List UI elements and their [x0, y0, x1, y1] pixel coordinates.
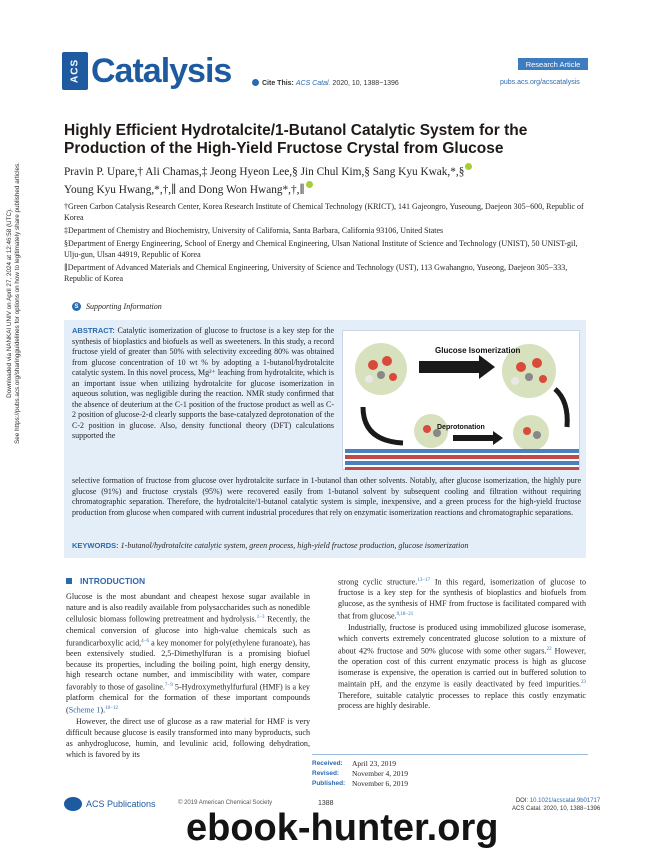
body-column-right	[338, 576, 586, 713]
cite-icon	[252, 79, 259, 86]
ref-link[interactable]: 13−17	[417, 578, 431, 583]
section-bullet-icon	[66, 578, 72, 584]
ref-link[interactable]: 4−6	[141, 638, 149, 644]
date-received: Received: April 23, 2019	[312, 759, 396, 768]
abstract-label: ABSTRACT:	[72, 326, 115, 335]
ref-link[interactable]: 23	[581, 680, 586, 686]
toc-graphic	[342, 330, 580, 470]
download-note-line2: See https://pubs.acs.org/sharingguidelines for options on how to legitimately share published articles.	[14, 162, 21, 444]
date-revised: Revised: November 4, 2019	[312, 769, 409, 778]
doi-info: DOI: 10.1021/acscatal.9b01717 ACS Catal. 2020, 10, 1388−1396	[512, 798, 601, 812]
body-column-left	[66, 592, 310, 761]
intro-paragraph-2: However, the direct use of glucose as a raw material for HMF is very difficult because glucose is easily transformed into many byproducts, such as anhydroglucose, humin, and levulinic acid, following dehydration, which is favored by its	[66, 717, 310, 759]
authors-line1[interactable]: Pravin P. Upare,† Ali Chamas,‡ Jeong Hyeon Lee,§ Jin Chul Kim,§ Sang Kyu Kwak,*,§	[64, 163, 584, 181]
acs-logo-mark: ACS	[62, 52, 88, 90]
ref-link[interactable]: 7−9	[164, 683, 173, 688]
acs-publications-logo[interactable]: ACS Publications	[64, 797, 156, 811]
orcid-icon[interactable]	[465, 163, 472, 170]
article-title: Highly Efficient Hydrotalcite/1-Butanol Catalytic System for the Production of the High-Yield Fructose Crystal from Glucose	[64, 122, 528, 157]
author-list	[64, 163, 584, 198]
site-watermark: ebook-hunter.org	[186, 807, 499, 849]
download-note	[6, 113, 22, 493]
toc-label-deprotonation: Deprotonation	[437, 424, 485, 431]
ref-link[interactable]: 10−12	[105, 706, 118, 712]
doi-link[interactable]: 10.1021/acscatal.9b01717	[529, 798, 601, 804]
scheme-link[interactable]: Scheme 1	[68, 705, 101, 715]
ref-link[interactable]: 22	[546, 646, 552, 652]
abstract-text-bottom: selective formation of fructose from glucose over hydrotalcite surface in 1-butanol than other solvents. Notably, after glucose isomerization, the highly pure glucose (91%) and fructose crystals (95%) were recovered easily from 1-butanol solvent by subsequent cooling and filtration without requiring chromatographic separation. Therefore, the hydrotalcite/1-butanol catalytic system is simple, inexpensive, and a green process for the high-yield fructose production from glucose when compared with current industrial procedures that rely on enzymatic isomerization reactions and chromatographic separations.	[72, 476, 581, 517]
date-published: Published: November 6, 2019	[312, 779, 409, 788]
ref-link[interactable]: 9,18−21	[396, 611, 414, 617]
acs-publications-icon	[64, 797, 82, 811]
supporting-info-link[interactable]: S Supporting Information	[72, 302, 162, 311]
journal-logo[interactable]	[62, 51, 231, 91]
journal-name: Catalysis	[91, 51, 232, 90]
affiliation-1: †Green Carbon Catalysis Research Center, Korea Research Institute of Chemical Technology (KRICT), 141 Gajeongro, Yuseoung, Daejeon 305−600, Republic of Korea	[64, 202, 584, 222]
page-number: 1388	[318, 800, 334, 807]
journal-url-link[interactable]: pubs.acs.org/acscatalysis	[500, 79, 580, 86]
ref-link[interactable]: 1−3	[256, 615, 265, 621]
intro-paragraph-1: Glucose is the most abundant and cheapest hexose sugar available in nature and is also readily available from polysaccharides such as nonedible cellulosic biomass following pretreatment and hydrolysis.$^{1-3}$ Recently, the chemical conversion of glucose into high-value chemicals such as furandicarboxylic acid,$^{4-6}$ a key monomer for poly(ethylene furanoate), has been extensively studied. 2,5-Dimethylfuran is a promising biofuel because its properties, including the boiling point, high energy density, high research octane number, and immiscibility with water, compare favorably to those of gasoline.$^{7-9}$ 5-Hydroxymethylfurfural (HMF) is a key platform chemical for the formation of these important compounds (Scheme 1).$^{10-12}$	[66, 592, 311, 715]
section-heading-introduction: INTRODUCTION	[66, 576, 145, 586]
affiliation-3: §Department of Energy Engineering, School of Energy and Chemical Engineering, Ulsan National Institute of Science and Technology (UNIST), 50 UNIST-gil, Ulju-gun, Ulsan 44919, Republic of Korea	[64, 239, 578, 260]
affiliation-2: ‡Department of Chemistry and Biochemistry, University of California, Santa Barbara, California 93106, United States	[64, 226, 444, 236]
article-type-badge: Research Article	[518, 58, 588, 70]
copyright-notice: © 2019 American Chemical Society	[178, 800, 273, 806]
cite-this[interactable]: Cite This: ACS Catal. 2020, 10, 1388−1396	[252, 79, 399, 87]
download-note-line1: Downloaded via NANKAI UNIV on April 27, 2024 at 12:46:58 (UTC).	[6, 208, 13, 398]
affiliations	[64, 202, 592, 288]
journal-citation: ACS Catal. 2020, 10, 1388−1396	[512, 806, 601, 812]
publication-dates	[312, 754, 588, 790]
authors-line2[interactable]: Young Kyu Hwang,*,†,∥ and Dong Won Hwang*,†,∥	[64, 181, 584, 199]
keywords: KEYWORDS: 1-butanol/hydrotalcite catalytic system, green process, high-yield fructose production, glucose isomerization	[72, 541, 469, 550]
toc-label-isomerization: Glucose Isomerization	[435, 346, 521, 355]
intro-paragraph-3: strong cyclic structure.$^{13-17}$ In this regard, isomerization of glucose to fructose is a key step for the synthesis of bioplastics and biofuels from glucose, as the synthesis of HMF from fructose is facilitated compared with that from glucose.$^{9,18-21}$	[338, 577, 587, 621]
affiliation-4: ∥Department of Advanced Materials and Chemical Engineering, University of Science and Technology (UST), 113 Gwahangno, Yuseong, Daejeon 305−333, Republic of Korea	[64, 263, 568, 284]
intro-paragraph-4: Industrially, fructose is produced using immobilized glucose isomerase, which converts extremely concentrated glucose solution to a mixture of about 42% fructose and 50% glucose with some other sugars.$^{22}$ However, the operation cost of this current enzymatic process is high as glucose isomerase is expensive, the operation is carried out in buffered solution to maintain pH, and the enzyme is easily deactivated by feed impurities.$^{23}$ Therefore, suitable catalytic processes to replace this costly enzymatic process are highly desirable.	[338, 623, 586, 711]
toc-illustration	[343, 331, 581, 471]
cite-journal: ACS Catal.	[295, 80, 331, 87]
keywords-label: KEYWORDS:	[72, 541, 119, 550]
supporting-info-icon: S	[72, 302, 81, 311]
orcid-icon[interactable]	[306, 181, 313, 188]
abstract-text-top: ABSTRACT: Catalytic isomerization of glucose to fructose is a key step for the synthesis of bioplastics and biofuels as well as sweeteners. In this study, a record fructose yield of greater than 50% with selectivity exceeding 80% was obtained from glucose concentration of 10 wt % by adopting a 1-butanol/hydrotalcite catalytic system. In this novel process, Mg²⁺ leaching from hydrotalcite, which is an important issue when utilizing hydrotalcite for glucose isomerization in aqueous solution, was negligible during the reaction. NMR study confirmed that the absence of deuterium at the C-1 position of the fructose product as well as C-2 position of glucose-2-d clearly supports the base-catalyzed deprotonation of the C-2 position in glucose. Also, density functional theory (DFT) calculations supported the	[72, 326, 335, 440]
